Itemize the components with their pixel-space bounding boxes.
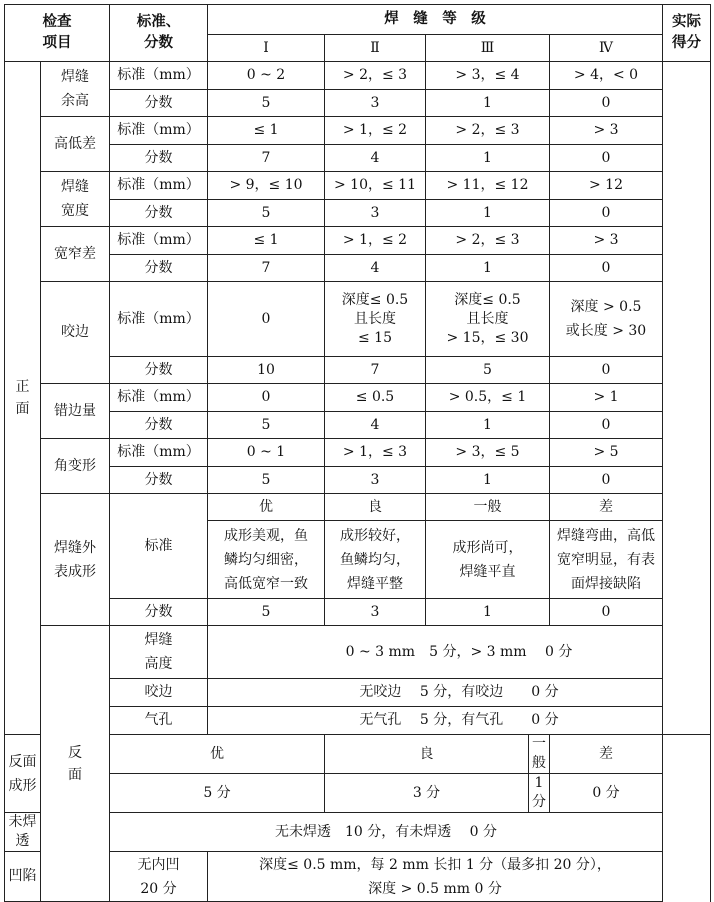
std-cell: > 12 [550, 172, 663, 200]
desc-cell [208, 521, 325, 599]
std-cell: > 4，< 0 [550, 62, 663, 90]
std-cell [550, 282, 663, 357]
grade-ii: Ⅱ [325, 35, 426, 62]
desc-line: 鳞均匀细密， [224, 551, 308, 568]
weld-grading-table [4, 4, 711, 902]
item-line: 焊缝 [144, 632, 173, 648]
group-char: 反 [68, 744, 82, 761]
score-cell: 0 [550, 145, 663, 172]
score-cell: 1 [426, 412, 550, 439]
item-line: 反面 [8, 753, 37, 770]
desc-line: 成形较好， [340, 527, 410, 544]
item-line: 焊缝 [61, 69, 89, 85]
score-label: 分数 [110, 255, 208, 282]
item-line: 表成形 [54, 563, 96, 580]
score-cell: 4 [325, 145, 426, 172]
grade-iv: Ⅳ [550, 35, 663, 62]
desc-cell [550, 521, 663, 599]
item-weld-width [41, 172, 110, 227]
score-cell: 1 [426, 90, 550, 117]
std-line: 且长度 [354, 310, 396, 327]
level-cell: 一般 [529, 735, 550, 774]
group-char: 正 [15, 379, 30, 395]
std-line: 且长度 [466, 310, 509, 327]
header-actual-line: 实际 [672, 14, 701, 30]
item-line: 宽度 [61, 203, 89, 219]
score-cell: 4 [325, 255, 426, 282]
score-cell: 3 分 [325, 774, 529, 813]
score-cell: 1 [426, 599, 550, 626]
score-cell: 0 [550, 599, 663, 626]
item-back-forming [5, 735, 41, 813]
header-std-line: 分数 [144, 35, 173, 51]
score-label: 分数 [110, 200, 208, 227]
std-cell: > 1，≤ 2 [325, 117, 426, 145]
std-cell: ≤ 0.5 [325, 384, 426, 412]
desc-cell [426, 521, 550, 599]
desc-line: 面焊接缺陷 [571, 575, 641, 592]
level-cell: 优 [208, 494, 325, 521]
back-height-rule: 0 ~ 3 mm 5 分，> 3 mm 0 分 [208, 626, 711, 679]
std-label: 标准（mm） [110, 227, 208, 255]
back-undercut-rule: 无咬边 5 分，有咬边 0 分 [208, 679, 711, 707]
incomplete-penetration-rule: 无未焊透 10 分，有未焊透 0 分 [110, 813, 663, 852]
score-cell: 0 [550, 255, 663, 282]
std-cell: ≤ 1 [208, 227, 325, 255]
header-standard-score [110, 5, 208, 62]
std-label: 标准（mm） [110, 384, 208, 412]
std-cell [426, 282, 550, 357]
std-cell: ≤ 1 [208, 117, 325, 145]
score-cell: 1 [426, 255, 550, 282]
score-cell: 3 [325, 467, 426, 494]
std-cell: > 11，≤ 12 [426, 172, 550, 200]
std-line: > 15，≤ 30 [446, 329, 529, 346]
score-cell: 5 [208, 90, 325, 117]
std-label: 标准 [110, 494, 208, 599]
std-line: 深度 > 0.5 [570, 299, 642, 315]
item-undercut: 咬边 [41, 282, 110, 384]
std-cell: 0 ~ 1 [208, 439, 325, 467]
item-back-undercut: 咬边 [110, 679, 208, 707]
desc-line: 焊缝弯曲，高低 [557, 527, 655, 544]
score-cell: 5 分 [110, 774, 325, 813]
score-label: 分数 [110, 599, 208, 626]
desc-cell [325, 521, 426, 599]
score-cell: 5 [208, 200, 325, 227]
desc-line: 焊缝平整 [347, 575, 403, 592]
std-label: 标准（mm） [110, 282, 208, 357]
item-width-difference: 宽窄差 [41, 227, 110, 282]
header-item [5, 5, 110, 62]
std-cell: > 9，≤ 10 [208, 172, 325, 200]
score-cell: 0 [550, 412, 663, 439]
std-line: 深度≤ 0.5 [454, 291, 521, 308]
score-label: 分数 [110, 90, 208, 117]
std-label: 标准（mm） [110, 62, 208, 90]
score-label: 分数 [110, 412, 208, 439]
score-cell: 7 [208, 145, 325, 172]
std-line: 或长度 > 30 [565, 323, 647, 339]
item-surface-appearance [41, 494, 110, 626]
std-cell: > 3，≤ 4 [426, 62, 550, 90]
group-char: 面 [15, 401, 30, 417]
back-porosity-rule: 无气孔 5 分，有气孔 0 分 [208, 707, 711, 735]
level-cell: 差 [550, 735, 663, 774]
header-item-line: 项目 [42, 35, 72, 51]
score-cell: 1 [426, 145, 550, 172]
score-cell: 7 [325, 357, 426, 384]
item-line: 成形 [8, 777, 37, 794]
score-label: 分数 [110, 145, 208, 172]
std-label: 标准（mm） [110, 439, 208, 467]
header-actual-line: 得分 [672, 35, 701, 51]
level-cell: 差 [550, 494, 663, 521]
score-cell: 3 [325, 599, 426, 626]
std-cell: > 1 [550, 384, 663, 412]
group-char: 面 [68, 766, 82, 783]
score-cell: 3 [325, 200, 426, 227]
level-cell: 一般 [426, 494, 550, 521]
std-cell: > 1，≤ 2 [325, 227, 426, 255]
grade-iii: Ⅲ [426, 35, 550, 62]
std-cell [325, 282, 426, 357]
header-weld-grade: 焊 缝 等 级 [208, 5, 663, 35]
item-misalignment: 错边量 [41, 384, 110, 439]
std-cell: > 3 [550, 117, 663, 145]
score-cell: 0 分 [550, 774, 663, 813]
rule-line: 深度≤ 0.5 mm，每 2 mm 长扣 1 分（最多扣 20 分）， [259, 856, 611, 873]
score-cell: 5 [426, 357, 550, 384]
std-cell: > 2，≤ 3 [426, 227, 550, 255]
score-label: 分数 [110, 467, 208, 494]
std-cell: 0 ~ 2 [208, 62, 325, 90]
desc-line: 成形尚可， [452, 539, 523, 556]
item-concavity: 凹陷 [5, 852, 41, 902]
level-cell: 良 [325, 735, 529, 774]
score-cell: 5 [208, 599, 325, 626]
score-cell: 4 [325, 412, 426, 439]
std-cell: > 1，≤ 3 [325, 439, 426, 467]
item-angular-distortion: 角变形 [41, 439, 110, 494]
std-cell: > 5 [550, 439, 663, 467]
std-line: 深度≤ 0.5 [341, 291, 409, 308]
level-cell: 良 [325, 494, 426, 521]
std-cell: > 2，≤ 3 [426, 117, 550, 145]
score-cell: 5 [208, 412, 325, 439]
std-cell: > 3，≤ 5 [426, 439, 550, 467]
score-cell: 0 [550, 200, 663, 227]
std-cell: 0 [208, 384, 325, 412]
score-cell: 5 [208, 467, 325, 494]
item-line: 高度 [144, 656, 173, 672]
desc-line: 鱼鳞均匀， [340, 551, 410, 568]
desc-line: 焊缝平直 [459, 563, 516, 580]
score-cell: 1 分 [529, 774, 550, 813]
std-line: 无内凹 [137, 856, 180, 873]
score-cell: 7 [208, 255, 325, 282]
std-cell: > 3 [550, 227, 663, 255]
std-cell: > 10，≤ 11 [325, 172, 426, 200]
std-cell: > 0.5，≤ 1 [426, 384, 550, 412]
desc-line: 宽窄明显，有表 [557, 551, 655, 568]
score-cell: 1 [426, 200, 550, 227]
header-std-line: 标准、 [136, 14, 181, 30]
item-weld-reinforcement [41, 62, 110, 117]
std-label: 标准（mm） [110, 117, 208, 145]
std-cell: 0 [208, 282, 325, 357]
item-line: 焊缝外 [54, 539, 96, 556]
level-cell: 优 [110, 735, 325, 774]
front-group-label [5, 62, 41, 735]
concavity-standard [110, 852, 208, 902]
item-line: 焊缝 [61, 179, 89, 195]
item-height-difference: 高低差 [41, 117, 110, 172]
score-cell: 0 [550, 90, 663, 117]
std-line: 20 分 [140, 880, 177, 897]
item-back-weld-height [110, 626, 208, 679]
grade-i: Ⅰ [208, 35, 325, 62]
score-cell: 0 [550, 357, 663, 384]
score-label: 分数 [110, 357, 208, 384]
std-label: 标准（mm） [110, 172, 208, 200]
std-cell: > 2，≤ 3 [325, 62, 426, 90]
score-cell: 1 [426, 467, 550, 494]
score-cell: 0 [550, 467, 663, 494]
std-line: ≤ 15 [358, 329, 392, 346]
item-incomplete-penetration: 未焊透 [5, 813, 41, 852]
header-actual-score [663, 5, 711, 62]
desc-line: 成形美观，鱼 [224, 527, 308, 544]
desc-line: 高低宽窄一致 [224, 575, 308, 592]
table-wrapper [4, 4, 711, 902]
header-item-line: 检查 [42, 14, 72, 30]
rule-line: 深度 > 0.5 mm 0 分 [368, 880, 502, 897]
item-back-porosity: 气孔 [110, 707, 208, 735]
score-cell: 3 [325, 90, 426, 117]
score-cell: 10 [208, 357, 325, 384]
back-group-label [41, 626, 110, 902]
item-line: 余高 [61, 93, 89, 109]
concavity-rule [208, 852, 663, 902]
